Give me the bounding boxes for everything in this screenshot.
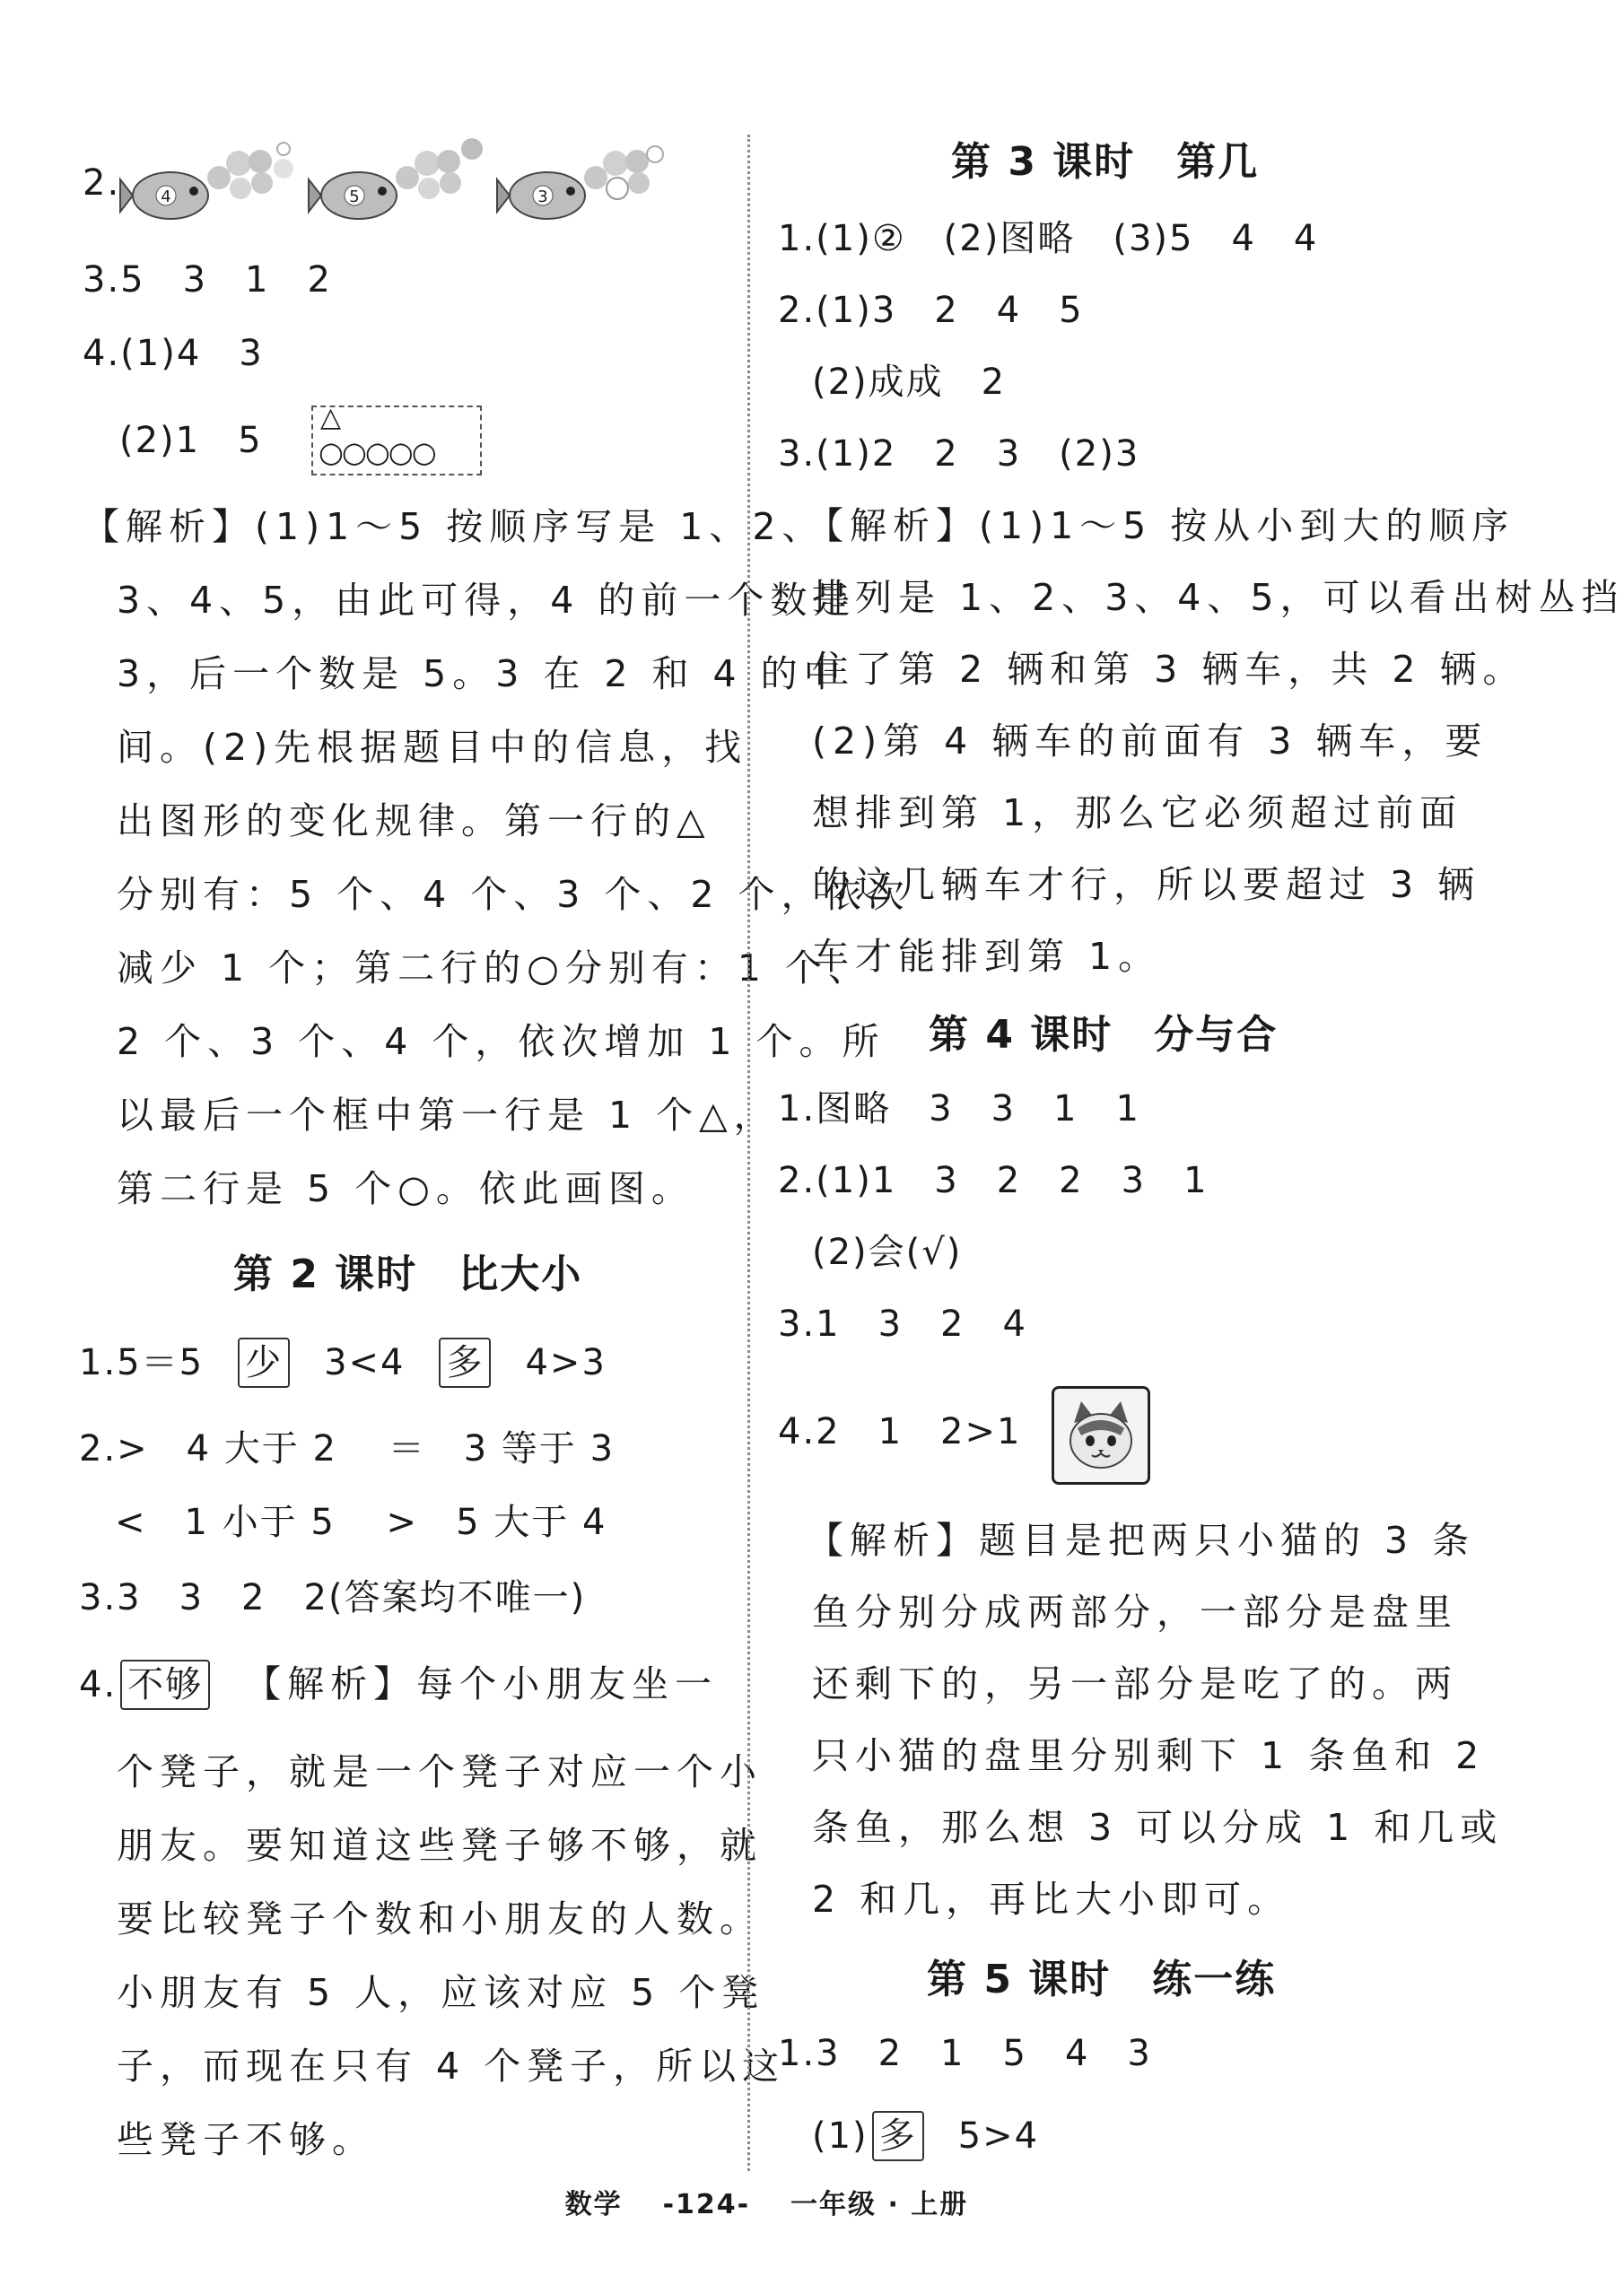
q4-number: 4. (79, 1664, 118, 1705)
analysis-line: 的这几辆车才行，所以要超过 3 辆 (812, 863, 1481, 906)
analysis-line: 以最后一个框中第一行是 1 个△， (117, 1094, 777, 1137)
analysis-line: 想排到第 1，那么它必须超过前面 (812, 791, 1463, 834)
footer-subject: 数学 (564, 2189, 623, 2220)
analysis-line: 3，后一个数是 5。3 在 2 和 4 的中 (117, 652, 847, 695)
analysis-line: 个凳子，就是一个凳子对应一个小 (117, 1750, 763, 1793)
box-answer-duo: 多 (439, 1338, 491, 1388)
analysis-line: 3、4、5，由此可得，4 的前一个数是 (117, 579, 857, 622)
page-footer (0, 2182, 1533, 2221)
q1-part-a: 1.5＝5 (79, 1342, 205, 1383)
analysis-line: 【解析】题目是把两只小猫的 3 条 (807, 1519, 1476, 1562)
lesson4-q4: 4.2 1 2>1 (778, 1411, 1022, 1452)
analysis-line: 鱼分别分成两部分，一部分是盘里 (812, 1591, 1458, 1634)
box-answer-bugou: 不够 (120, 1660, 210, 1710)
box-answer-duo: 多 (872, 2111, 924, 2161)
lesson4-q3: 3.1 3 2 4 (778, 1304, 1027, 1345)
lesson5-q1: 1.3 2 1 5 4 3 (778, 2033, 1152, 2074)
analysis-line: 些凳子不够。 (117, 2118, 375, 2161)
q1-part1-value: 5>4 (957, 2115, 1040, 2157)
analysis-line: 间。(2)先根据题目中的信息，找 (117, 726, 748, 769)
fish-5-image (314, 142, 493, 231)
lesson5-title: 第 5 课时 练一练 (927, 1957, 1277, 2002)
lesson4-q2-2: (2)会(√) (812, 1232, 963, 1273)
lesson5-q1-part1 (812, 2110, 1039, 2162)
lesson3-q3: 3.(1)2 2 3 (2)3 (778, 433, 1140, 475)
analysis-line: 住了第 2 辆和第 3 辆车，共 2 辆。 (812, 648, 1526, 691)
analysis-line: 还剩下的，另一部分是吃了的。两 (812, 1662, 1458, 1705)
box-answer-shao: 少 (238, 1338, 290, 1388)
shape-answer-box (311, 402, 482, 475)
q4-part1: 4.(1)4 3 (83, 333, 264, 374)
fish-number: 4 (161, 188, 171, 206)
analysis-line: 子，而现在只有 4 个凳子，所以这 (117, 2045, 786, 2088)
analysis-line: 条鱼，那么想 3 可以分成 1 和几或 (812, 1806, 1504, 1849)
lesson4-q2-1: 2.(1)1 3 2 2 3 1 (778, 1160, 1209, 1201)
lesson4-title: 第 4 课时 分与合 (929, 1012, 1279, 1058)
analysis-line: 要比较凳子个数和小朋友的人数。 (117, 1897, 763, 1941)
cat-icon (1054, 1389, 1148, 1482)
lesson2-q2-line2: < 1 小于 5 > 5 大于 4 (115, 1502, 607, 1543)
analysis-line: 2 个、3 个、4 个，依次增加 1 个。所 (117, 1020, 886, 1063)
analysis-line: 排列是 1、2、3、4、5，可以看出树丛挡 (812, 576, 1624, 619)
lesson3-q2-1: 2.(1)3 2 4 5 (778, 290, 1084, 331)
page-number: -124- (662, 2189, 751, 2220)
analysis-line: 只小猫的盘里分别剩下 1 条鱼和 2 (812, 1734, 1486, 1777)
analysis-line: 【解析】(1)1～5 按从小到大的顺序 (807, 504, 1515, 547)
q3-answer: 3.5 3 1 2 (83, 259, 332, 301)
fish-number: 3 (537, 188, 548, 206)
lesson3-title: 第 3 课时 第几 (951, 139, 1260, 185)
lesson2-q1 (79, 1337, 607, 1389)
footer-grade: 一年级 · 上册 (790, 2189, 969, 2220)
lesson2-q2-line1: 2.> 4 大于 2 ＝ 3 等于 3 (79, 1428, 616, 1470)
circle-row: ○○○○○ (319, 435, 435, 469)
analysis-line: 【解析】(1)1～5 按顺序写是 1、2、 (83, 505, 825, 548)
lesson2-q4 (79, 1658, 718, 1711)
analysis-line: 第二行是 5 个○。依此画图。 (117, 1167, 694, 1210)
lesson2-q3: 3.3 3 2 2(答案均不唯一) (79, 1577, 587, 1618)
fish-number: 5 (349, 188, 360, 206)
analysis-line: 出图形的变化规律。第一行的△ (117, 799, 712, 842)
analysis-line: 减少 1 个；第二行的○分别有：1 个、 (117, 946, 872, 990)
lesson4-q1: 1.图略 3 3 1 1 (778, 1088, 1140, 1129)
analysis-line: 小朋友有 5 人，应该对应 5 个凳 (117, 1971, 765, 2014)
q1-part-b: 3<4 (324, 1342, 406, 1383)
analysis-line: 朋友。要知道这些凳子够不够，就 (117, 1824, 763, 1867)
q4-part2: (2)1 5 (119, 420, 263, 461)
lesson3-q1: 1.(1)② (2)图略 (3)5 4 4 (778, 218, 1319, 259)
triangle-row: △ (320, 402, 342, 433)
lesson2-title: 第 2 课时 比大小 (233, 1252, 583, 1297)
fish-4-image (126, 142, 305, 231)
analysis-line: 【解析】每个小朋友坐一 (244, 1662, 719, 1705)
column-divider (747, 135, 750, 2171)
fish-3-image (502, 142, 682, 231)
analysis-line: (2)第 4 辆车的前面有 3 辆车，要 (812, 720, 1489, 763)
cat-image (1052, 1386, 1150, 1485)
analysis-line: 2 和几，再比大小即可。 (812, 1878, 1291, 1921)
lesson3-q2-2: (2)成成 2 (812, 362, 1007, 403)
q1-part-c: 4>3 (525, 1342, 607, 1383)
q2-label: 2. (83, 162, 121, 204)
q1-part1-label: (1) (812, 2115, 869, 2157)
analysis-line: 车才能排到第 1。 (812, 935, 1162, 978)
analysis-line: 分别有：5 个、4 个、3 个、2 个，依次 (117, 873, 911, 916)
